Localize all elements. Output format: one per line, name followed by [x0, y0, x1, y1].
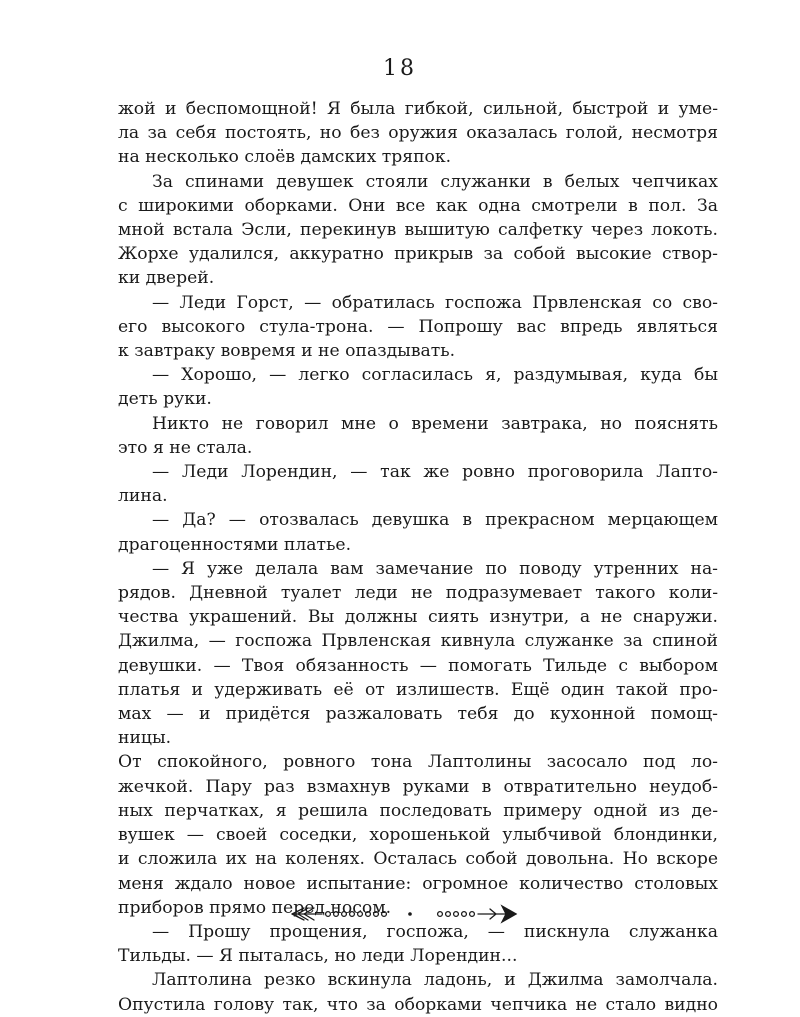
- text-line: с широкими оборками. Они все как одна смотрели в пол. За: [118, 195, 718, 216]
- text-line: рядов. Дневной туалет леди не подразумевает такого коли-: [118, 583, 718, 604]
- text-line: вушек — своей соседки, хорошенькой улыбчивой блондинки,: [118, 825, 718, 846]
- text-line: чества украшений. Вы должны сиять изнутри, а не снаружи.: [118, 607, 718, 628]
- page-number: 18: [383, 56, 417, 81]
- text-line: драгоценностями платье.: [118, 534, 352, 555]
- text-line: меня ждало новое испытание: огромное количество столовых: [118, 873, 718, 894]
- text-line: ки дверей.: [118, 268, 215, 289]
- text-line: ла за себя постоять, но без оружия оказалась голой, несмотря: [118, 123, 718, 144]
- text-line: — Прошу прощения, госпожа, — пискнула служанка: [152, 921, 718, 942]
- text-line: жечкой. Пару раз взмахнув руками в отвратительно неудоб-: [118, 776, 718, 797]
- text-line: жой и беспомощной! Я была гибкой, сильной, быстрой и уме-: [118, 99, 718, 119]
- text-line: — Леди Горст, — обратилась госпожа Првленская со сво-: [152, 292, 718, 313]
- text-line: девушки. — Твоя обязанность — помогать Тильде с выбором: [118, 655, 718, 676]
- text-line: — Да? — отозвалась девушка в прекрасном мерцающем: [152, 510, 718, 531]
- text-line: ных перчатках, я решила последовать примеру одной из де-: [118, 800, 718, 821]
- text-line: За спинами девушек стояли служанки в белых чепчиках: [152, 171, 718, 192]
- text-line: Никто не говорил мне о времени завтрака, но пояснять: [152, 413, 718, 434]
- text-line: — Я уже делала вам замечание по поводу утренних на-: [152, 558, 718, 579]
- text-line: это я не стала.: [118, 437, 253, 458]
- text-line: Опустила голову так, что за оборками чепчика не стало видно: [118, 994, 718, 1015]
- body-text: [118, 97, 718, 1017]
- text-line: лина.: [118, 486, 168, 507]
- text-line: и сложила их на коленях. Осталась собой довольна. Но вскоре: [118, 849, 718, 870]
- text-line: ницы.: [118, 728, 172, 749]
- text-line: его высокого стула-трона. — Попрошу вас впредь являться: [118, 316, 718, 337]
- text-line: — Хорошо, — легко согласилась я, раздумывая, куда бы: [152, 365, 718, 386]
- text-line: — Леди Лорендин, — так же ровно проговорила Лапто-: [152, 462, 718, 483]
- text-line: платья и удерживать её от излишеств. Ещё один такой про-: [118, 679, 718, 700]
- text-line: мной встала Эсли, перекинув вышитую салфетку через локоть.: [118, 220, 718, 241]
- text-line: Тильды. — Я пыталась, но леди Лорендин...: [118, 946, 518, 967]
- text-line: мах — и придётся разжаловать тебя до кухонной помощ-: [118, 704, 718, 725]
- arrow-moon-divider-icon: [290, 900, 530, 928]
- text-line: Джилма, — госпожа Првленская кивнула служанке за спиной: [118, 631, 718, 652]
- text-line: к завтраку вовремя и не опаздывать.: [118, 341, 456, 362]
- text-line: деть руки.: [118, 389, 212, 410]
- text-line: Лаптолина резко вскинула ладонь, и Джилма замолчала.: [152, 970, 718, 991]
- text-line: на несколько слоёв дамских тряпок.: [118, 147, 452, 168]
- text-line: приборов прямо перед носом.: [118, 897, 392, 918]
- text-line: Жорхе удалился, аккуратно прикрыв за собой высокие створ-: [118, 244, 718, 265]
- text-line: От спокойного, ровного тона Лаптолины засосало под ло-: [118, 752, 718, 773]
